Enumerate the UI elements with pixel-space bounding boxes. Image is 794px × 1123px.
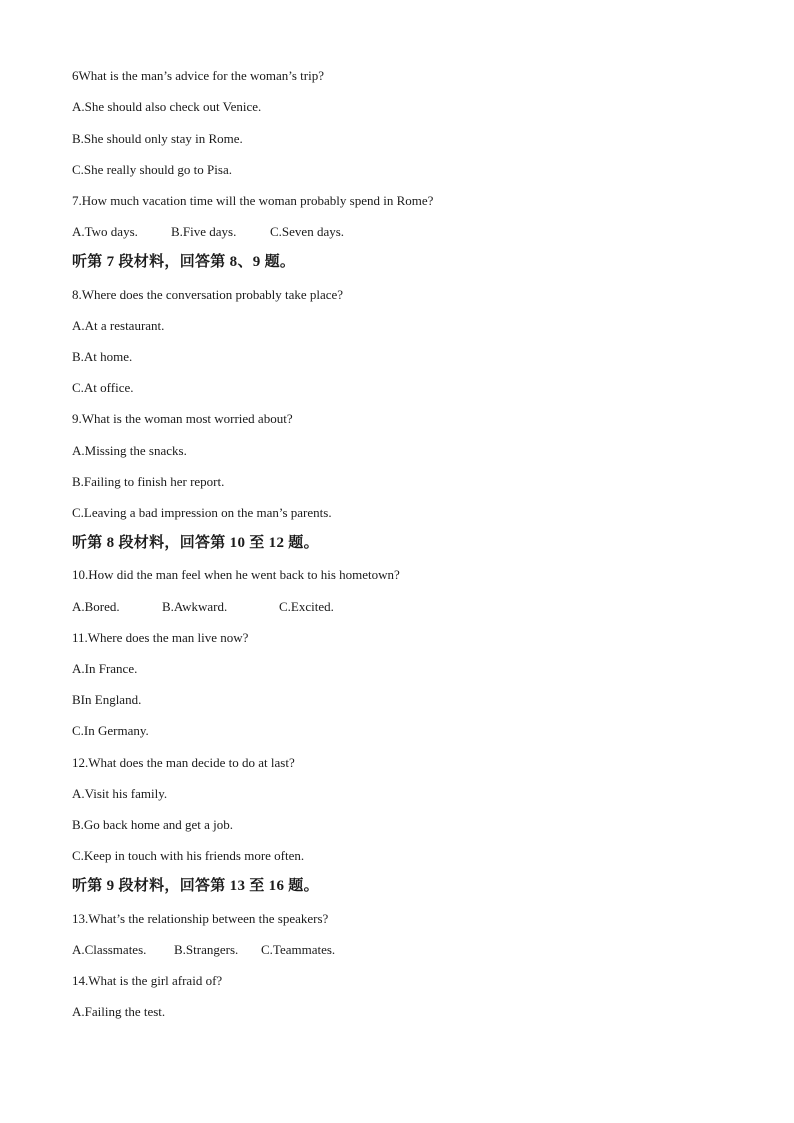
option-8c: C.At office.	[72, 380, 134, 395]
option-13b: B.Strangers.	[174, 942, 239, 957]
option-7a: A.Two days.	[72, 224, 138, 239]
option-6b: B.She should only stay in Rome.	[72, 131, 243, 146]
option-12b: B.Go back home and get a job.	[72, 817, 234, 832]
options-13	[72, 942, 335, 958]
option-9c: C.Leaving a bad impression on the man’s parents.	[72, 505, 332, 520]
option-7b: B.Five days.	[171, 224, 237, 239]
option-8a: A.At a restaurant.	[72, 318, 165, 333]
option-9a: A.Missing the snacks.	[72, 443, 187, 458]
option-13a: A.Classmates.	[72, 942, 147, 957]
option-12a: A.Visit his family.	[72, 786, 168, 801]
section-heading-7: 听第 7 段材料，回答第 8、9 题。	[72, 254, 296, 270]
question-13: 13.What’s the relationship between the speakers?	[72, 911, 329, 926]
options-7	[72, 224, 344, 240]
question-8: 8.Where does the conversation probably take place?	[72, 287, 344, 302]
question-6: 6What is the man’s advice for the woman’s trip?	[72, 68, 324, 83]
section-heading-8: 听第 8 段材料，回答第 10 至 12 题。	[72, 535, 319, 551]
option-11b: BIn England.	[72, 692, 142, 707]
option-11a: A.In France.	[72, 661, 138, 676]
option-14a: A.Failing the test.	[72, 1004, 166, 1019]
question-11: 11.Where does the man live now?	[72, 630, 249, 645]
option-10a: A.Bored.	[72, 599, 120, 614]
question-14: 14.What is the girl afraid of?	[72, 973, 223, 988]
option-11c: C.In Germany.	[72, 723, 149, 738]
option-10c: C.Excited.	[279, 599, 334, 614]
question-9: 9.What is the woman most worried about?	[72, 411, 293, 426]
question-10: 10.How did the man feel when he went back to his hometown?	[72, 567, 400, 582]
section-heading-9: 听第 9 段材料，回答第 13 至 16 题。	[72, 878, 319, 894]
option-8b: B.At home.	[72, 349, 133, 364]
option-13c: C.Teammates.	[261, 942, 336, 957]
question-12: 12.What does the man decide to do at last?	[72, 755, 295, 770]
option-7c: C.Seven days.	[270, 224, 345, 239]
option-9b: B.Failing to finish her report.	[72, 474, 225, 489]
question-7: 7.How much vacation time will the woman probably spend in Rome?	[72, 193, 434, 208]
option-6c: C.She really should go to Pisa.	[72, 162, 232, 177]
option-12c: C.Keep in touch with his friends more often.	[72, 848, 305, 863]
option-6a: A.She should also check out Venice.	[72, 99, 262, 114]
options-10	[72, 599, 334, 615]
option-10b: B.Awkward.	[162, 599, 228, 614]
